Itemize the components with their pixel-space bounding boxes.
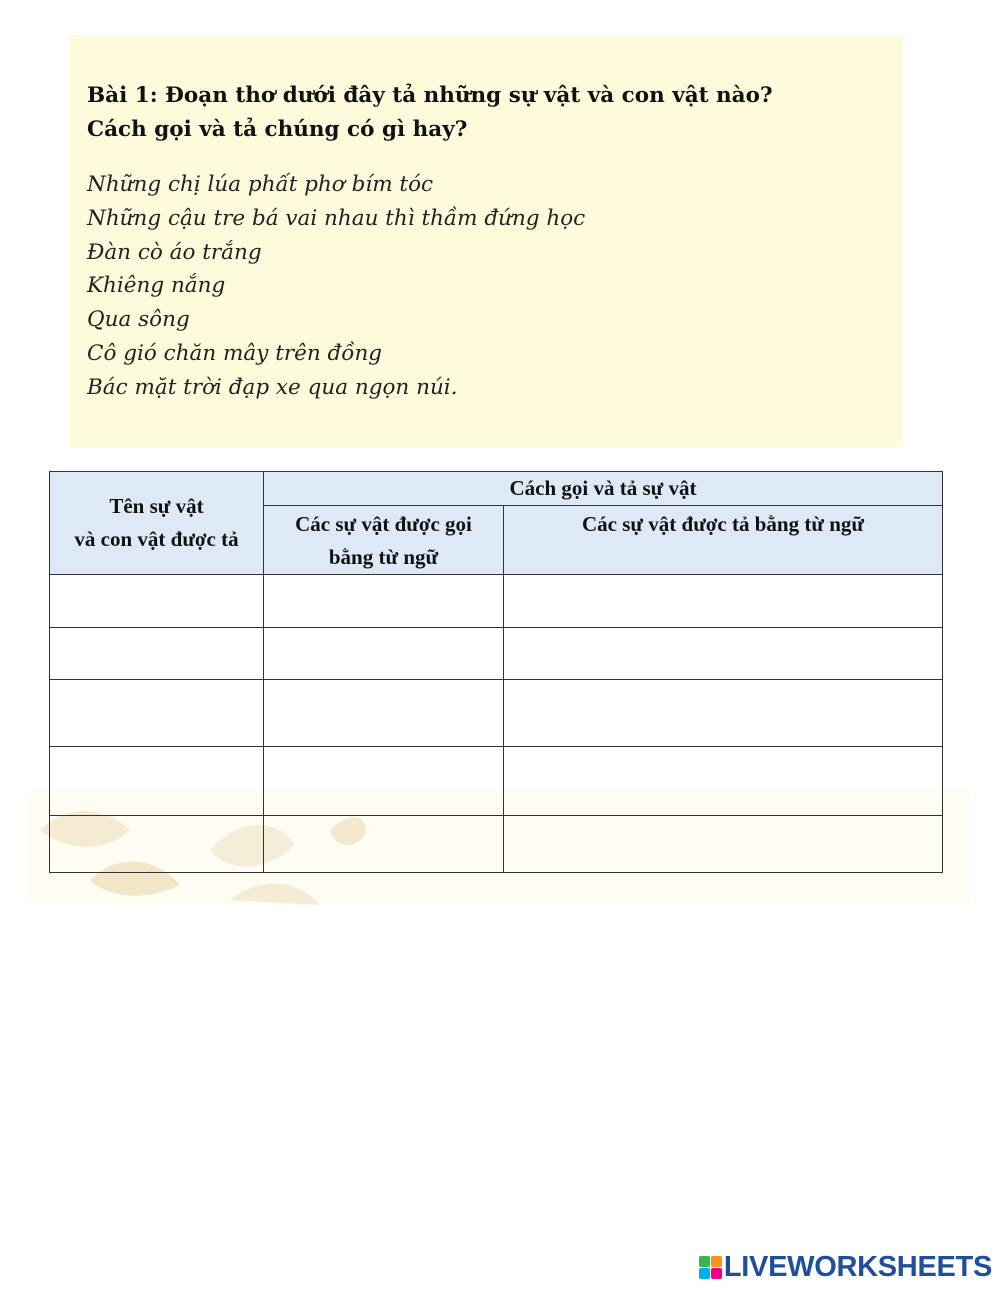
poem-line: Những chị lúa phất phơ bím tóc <box>87 172 434 197</box>
poem-line: Bác mặt trời đạp xe qua ngọn núi. <box>87 374 458 400</box>
header-called-line1: Các sự vật được gọi <box>295 512 472 536</box>
answer-input[interactable] <box>50 747 263 815</box>
header-object-name <box>50 472 264 575</box>
logo-square <box>711 1268 722 1279</box>
poem-line: Cô gió chăn mây trên đồng <box>87 340 383 366</box>
answer-input[interactable] <box>504 816 942 872</box>
header-called-by-words <box>264 506 504 575</box>
answer-input[interactable] <box>504 575 942 627</box>
exercise-heading-line2: Cách gọi và tả chúng có gì hay? <box>87 117 468 142</box>
exercise-box <box>70 35 903 447</box>
answer-input[interactable] <box>504 680 942 746</box>
answer-input[interactable] <box>504 628 942 679</box>
exercise-heading-line1: Bài 1: Đoạn thơ dưới đây tả những sự vật và con vật nào? <box>87 83 773 108</box>
poem-line: Khiêng nắng <box>87 273 226 299</box>
exercise-heading <box>87 79 903 147</box>
header-group-description: Cách gọi và tả sự vật <box>264 472 943 506</box>
table-row <box>50 747 943 816</box>
table-row <box>50 816 943 873</box>
table-row <box>50 628 943 680</box>
header-described-by-words: Các sự vật được tả bằng từ ngữ <box>504 506 943 575</box>
header-called-line2: bằng từ ngữ <box>328 545 439 569</box>
answer-input[interactable] <box>50 575 263 627</box>
brand-name: LIVEWORKSHEETS <box>723 1250 992 1283</box>
answer-input[interactable] <box>264 575 503 627</box>
poem-line: Qua sông <box>87 307 190 333</box>
poem <box>87 168 903 405</box>
logo-square <box>711 1256 722 1267</box>
table-row <box>50 575 943 628</box>
answer-input[interactable] <box>264 747 503 815</box>
answer-input[interactable] <box>264 628 503 679</box>
answer-input[interactable] <box>50 628 263 679</box>
answer-input[interactable] <box>50 816 263 872</box>
poem-line: Những cậu tre bá vai nhau thì thầm đứng học <box>87 205 586 231</box>
logo-square <box>699 1268 710 1279</box>
answer-input[interactable] <box>264 680 503 746</box>
answer-table <box>49 471 943 873</box>
liveworksheets-logo-icon <box>699 1256 722 1279</box>
answer-input[interactable] <box>50 680 263 746</box>
answer-input[interactable] <box>264 816 503 872</box>
header-object-name-line1: Tên sự vật <box>109 494 204 518</box>
logo-square <box>699 1256 710 1267</box>
table-row <box>50 680 943 747</box>
poem-line: Đàn cò áo trắng <box>87 239 262 265</box>
liveworksheets-brand[interactable] <box>699 1251 992 1283</box>
answer-input[interactable] <box>504 747 942 815</box>
header-object-name-line2: và con vật được tả <box>74 527 239 551</box>
